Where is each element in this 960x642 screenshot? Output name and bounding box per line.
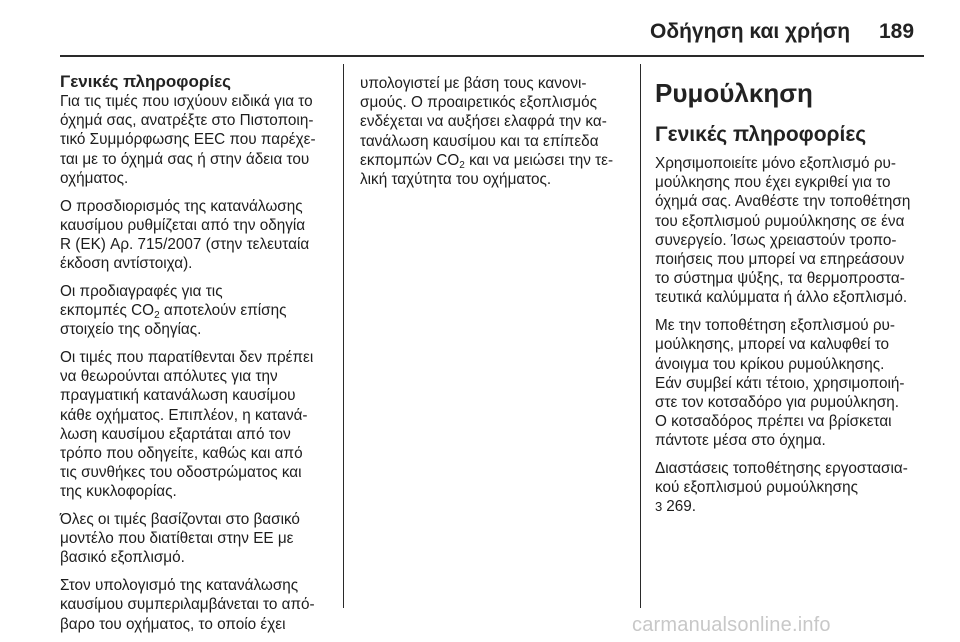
reference-arrow-icon: 3 [655, 499, 663, 515]
text-line: ποιήσεις που μπορεί να επηρεάσουν [655, 251, 905, 269]
text-line: κού εξοπλισμού ρυμούλκησης [655, 479, 858, 497]
text-line: Οι προδιαγραφές για τις [60, 282, 223, 300]
text-line: Οι τιμές που παρατίθενται δεν πρέπει [60, 348, 314, 366]
text-line: Ο κοτσαδόρος πρέπει να βρίσκεται [655, 413, 892, 431]
text-line: Για τις τιμές που ισχύουν ειδικά για το [60, 93, 313, 110]
text-line: κάθε οχήματος. Επιπλέον, η κατανά- [60, 406, 308, 424]
column-1 [60, 72, 334, 642]
text-line: άνοιγμα του κρίκου ρυμούλκησης. [655, 355, 885, 373]
page-title: Οδήγηση και χρήση [650, 20, 851, 43]
section-heading-general-info: Γενικές πληροφορίες [655, 123, 867, 146]
text-line [60, 301, 334, 320]
section-heading-general-info: Γενικές πληροφορίες [60, 72, 231, 91]
subscript-2: 2 [459, 159, 465, 171]
text-line: πάντοτε μέσα στο όχημα. [655, 432, 826, 450]
text-line: Με την τοποθέτηση εξοπλισμού ρυ- [655, 317, 895, 335]
column-divider-2 [640, 64, 641, 608]
text-line: καυσίμου ρυθμίζεται από την οδηγία [60, 216, 306, 234]
text-line: καυσίμου συμπεριλαμβάνεται το από- [60, 596, 315, 614]
column-divider-1 [343, 64, 344, 608]
text-line: το σύστημα ψύξης, τα θερμοπροστα- [655, 270, 905, 288]
text-line: Ο προσδιορισμός της κατανάλωσης [60, 197, 303, 215]
text-fragment: και να μειώσει την τε- [464, 151, 614, 169]
reference-page-number: 269. [666, 498, 697, 516]
text-line: οχήματος. [60, 169, 129, 187]
text-fragment: εκπομπών CO [360, 151, 460, 169]
text-line: έκδοση αντίστοιχα). [60, 255, 193, 273]
text-line: ται με το όχημά σας ή στην άδεια του [60, 150, 310, 168]
text-line: Διαστάσεις τοποθέτησης εργοστασια- [655, 460, 908, 478]
paragraph-towing-equipment [655, 154, 929, 308]
text-line: Στον υπολογισμό της κατανάλωσης [60, 577, 299, 595]
text-line: τικό Συμμόρφωσης EEC που παρέχε- [60, 131, 316, 149]
text-line: στε τον κοτσαδόρο για ρυμούλκηση. [655, 393, 900, 411]
text-line: στοιχείο της οδηγίας. [60, 321, 202, 339]
text-fragment: αποτελούν επίσης [159, 302, 287, 320]
text-line: πραγματική κατανάλωση καυσίμου [60, 387, 296, 405]
watermark: carmanualsonline.info [632, 614, 831, 636]
text-line [360, 151, 630, 170]
header-divider [60, 55, 924, 57]
paragraph-dimensions [655, 459, 929, 517]
text-line: μοντέλο που διατίθεται στην ΕΕ με [60, 530, 294, 548]
text-line: του εξοπλισμού ρυμούλκησης σε ένα [655, 212, 905, 230]
paragraph-calculation [60, 576, 334, 634]
text-line: να θεωρούνται απόλυτες για την [60, 368, 278, 386]
text-line: βαρο του οχήματος, το οποίο έχει [60, 615, 286, 633]
paragraph-calculation-continued [360, 74, 630, 189]
paragraph-co2-specs [60, 282, 334, 340]
paragraph-values-certificate [60, 92, 334, 188]
chapter-title-towing: Ρυμούλκηση [655, 78, 813, 108]
text-fragment: εκπομπές CO [60, 302, 155, 320]
text-line: λωση καυσίμου εξαρτάται από τον [60, 425, 291, 443]
text-line: βασικό εξοπλισμό. [60, 549, 185, 567]
text-line: όχημά σας, ανατρέξτε στο Πιστοποιη- [60, 112, 314, 130]
column-3 [655, 72, 929, 525]
page-reference[interactable] [655, 497, 929, 516]
text-line: τανάλωση καυσίμου και τα επίπεδα [360, 132, 599, 150]
page-number: 189 [879, 20, 915, 43]
text-line: συνεργείο. Ίσως χρειαστούν τροπο- [655, 231, 897, 249]
text-line: ενδέχεται να αυξήσει ελαφρά την κα- [360, 113, 607, 131]
text-line: υπολογιστεί με βάση τους κανονι- [360, 75, 587, 92]
text-line: τρόπο που οδηγείτε, καθώς και από [60, 444, 303, 462]
text-line: σμούς. Ο προαιρετικός εξοπλισμός [360, 94, 597, 112]
text-line: Εάν συμβεί κάτι τέτοιο, χρησιμοποιή- [655, 374, 905, 392]
text-line: της κυκλοφορίας. [60, 483, 177, 501]
column-2 [360, 74, 630, 198]
text-line: Χρησιμοποιείτε μόνο εξοπλισμό ρυ- [655, 155, 896, 172]
text-line: R (ΕΚ) Αρ. 715/2007 (στην τελευταία [60, 235, 310, 253]
text-line: μούλκησης που έχει εγκριθεί για το [655, 174, 891, 192]
paragraph-values-disclaimer [60, 348, 334, 502]
paragraph-towing-eye [655, 316, 929, 450]
text-line: όχημά σας. Αναθέστε την τοποθέτηση [655, 193, 911, 211]
subscript-2: 2 [154, 310, 160, 322]
text-line: τις συνθήκες του οδοστρώματος και [60, 464, 302, 482]
text-line: τευτικά καλύμματα ή άλλο εξοπλισμό. [655, 289, 908, 307]
paragraph-regulation [60, 197, 334, 274]
paragraph-base-model [60, 510, 334, 568]
text-line: μούλκησης, μπορεί να καλυφθεί το [655, 336, 890, 354]
text-line: Όλες οι τιμές βασίζονται στο βασικό [60, 511, 300, 529]
text-line: λική ταχύτητα του οχήματος. [360, 171, 552, 189]
